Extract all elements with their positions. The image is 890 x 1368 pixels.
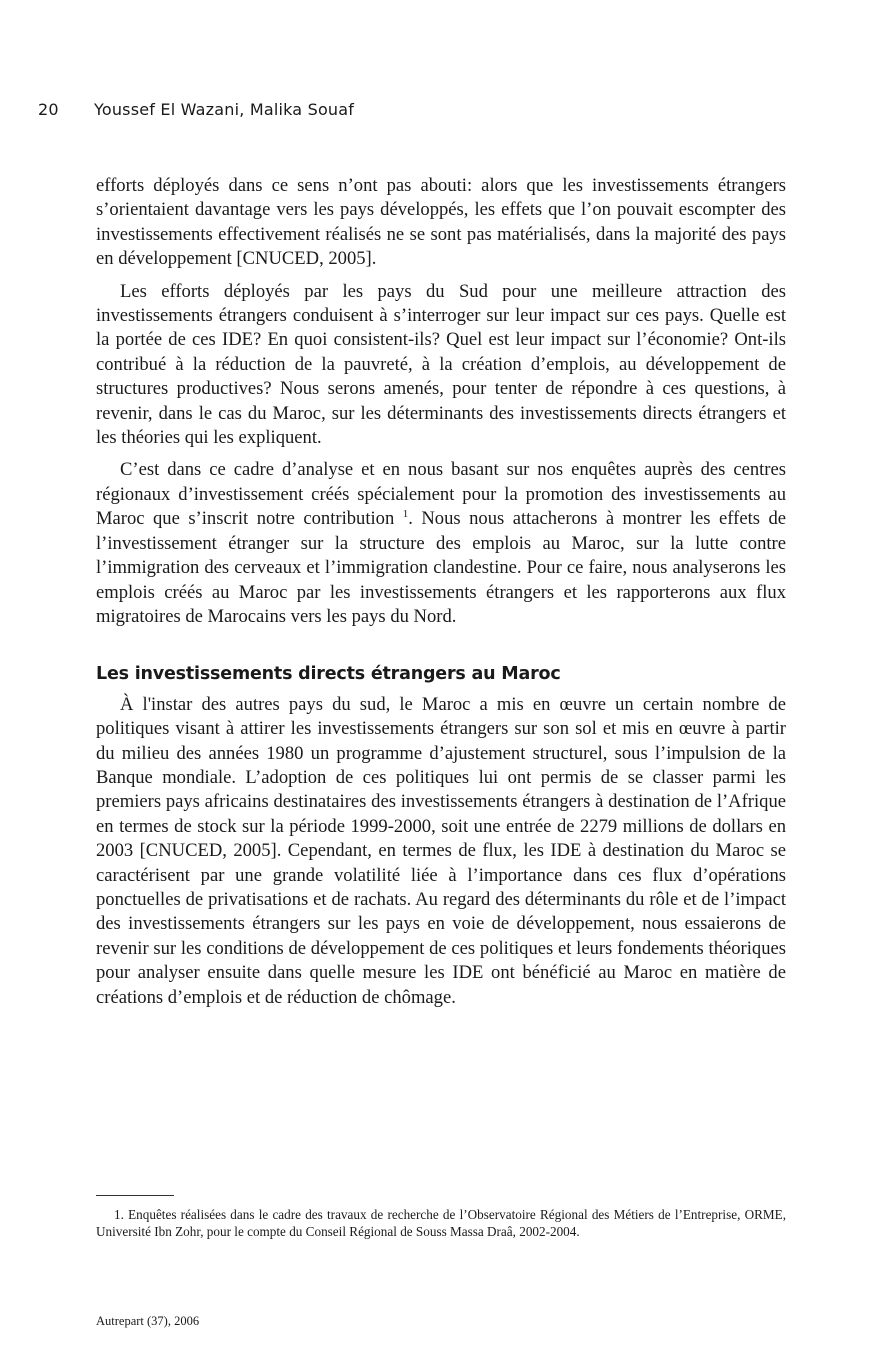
page-number: 20 (38, 100, 59, 119)
paragraph-3-text-end: . Nous nous attacherons à montrer les effets de l’investissement étranger sur la structure des emplois au Maroc, sur la lutte contre l’immigration des cerveaux et l’immigration clandestine. Pour ce faire, nous analyserons les emplois créés au Maroc par les investissements étrangers et les rapporterons aux flux migratoires de Marocains vers les pays du Nord. (96, 508, 786, 627)
section-heading: Les investissements directs étrangers au Maroc (96, 664, 561, 685)
paragraph-3-text-start: C’est dans ce cadre d’analyse et en nous basant sur nos enquêtes auprès des centres régionaux d’investissement créés spécialement pour la promotion des investissements au Maroc que s’inscrit notre contribution (96, 459, 786, 530)
body-paragraph-1: efforts déployés dans ce sens n’ont pas abouti: alors que les investissements étrangers s’orientaient davantage vers les pays développés, les effets que l’on pouvait escompter des investissements effectivement réalisés ne se sont pas matérialisés, dans la majorité des pays en développement [CNUCED, 2005]. (96, 175, 786, 270)
journal-footer: Autrepart (37), 2006 (96, 1314, 200, 1328)
body-paragraph-2: Les efforts déployés par les pays du Sud pour une meilleure attraction des investissements étrangers conduisent à s’interroger sur leur impact sur ces pays. Quelle est la portée de ces IDE? En quoi consistent-ils? Quel est leur impact sur l’économie? Ont-ils contribué à la réduction de la pauvreté, à la création d’emplois, au développement de structures productives? Nous serons amenés, pour tenter de répondre à ces questions, à revenir, dans le cas du Maroc, sur les déterminants des investissements directs étrangers et les théories qui les expliquent. (96, 280, 786, 449)
body-paragraph-3 (96, 458, 786, 629)
footnote-reference[interactable]: 1 (402, 508, 409, 521)
footnote-divider (96, 1195, 174, 1196)
main-text (96, 174, 786, 1018)
running-head (38, 100, 354, 119)
running-head-authors: Youssef El Wazani, Malika Souaf (94, 100, 355, 119)
footnote: 1. Enquêtes réalisées dans le cadre des travaux de recherche de l’Observatoire Régional des Métiers de l’Entreprise, ORME, Université Ibn Zohr, pour le compte du Conseil Régional de Souss Massa Draâ, 2002-2004. (96, 1207, 786, 1239)
section-paragraph: À l'instar des autres pays du sud, le Maroc a mis en œuvre un certain nombre de politiques visant à attirer les investissements étrangers sur son sol et mis en œuvre à partir du milieu des années 1980 un programme d’ajustement structurel, sous l’impulsion de la Banque mondiale. L’adoption de ces politiques lui ont permis de se classer parmi les premiers pays africains destinataires des investissements étrangers à destination de l’Afrique en termes de stock sur la période 1999-2000, soit une entrée de 2279 millions de dollars en 2003 [CNUCED, 2005]. Cependant, en termes de flux, les IDE à destination du Maroc se caractérisent par une grande volatilité liée à l’importance dans ces flux d’opérations ponctuelles de privatisations et de rachats. Au regard des déterminants du rôle et de l’impact des investissements étrangers sur les pays en voie de développement, nous essaierons de revenir sur les conditions de développement de ces politiques et leurs fondements théoriques pour analyser ensuite dans quelle mesure les IDE ont bénéficié au Maroc en matière de créations d’emplois et de réduction de chômage. (96, 693, 786, 1008)
